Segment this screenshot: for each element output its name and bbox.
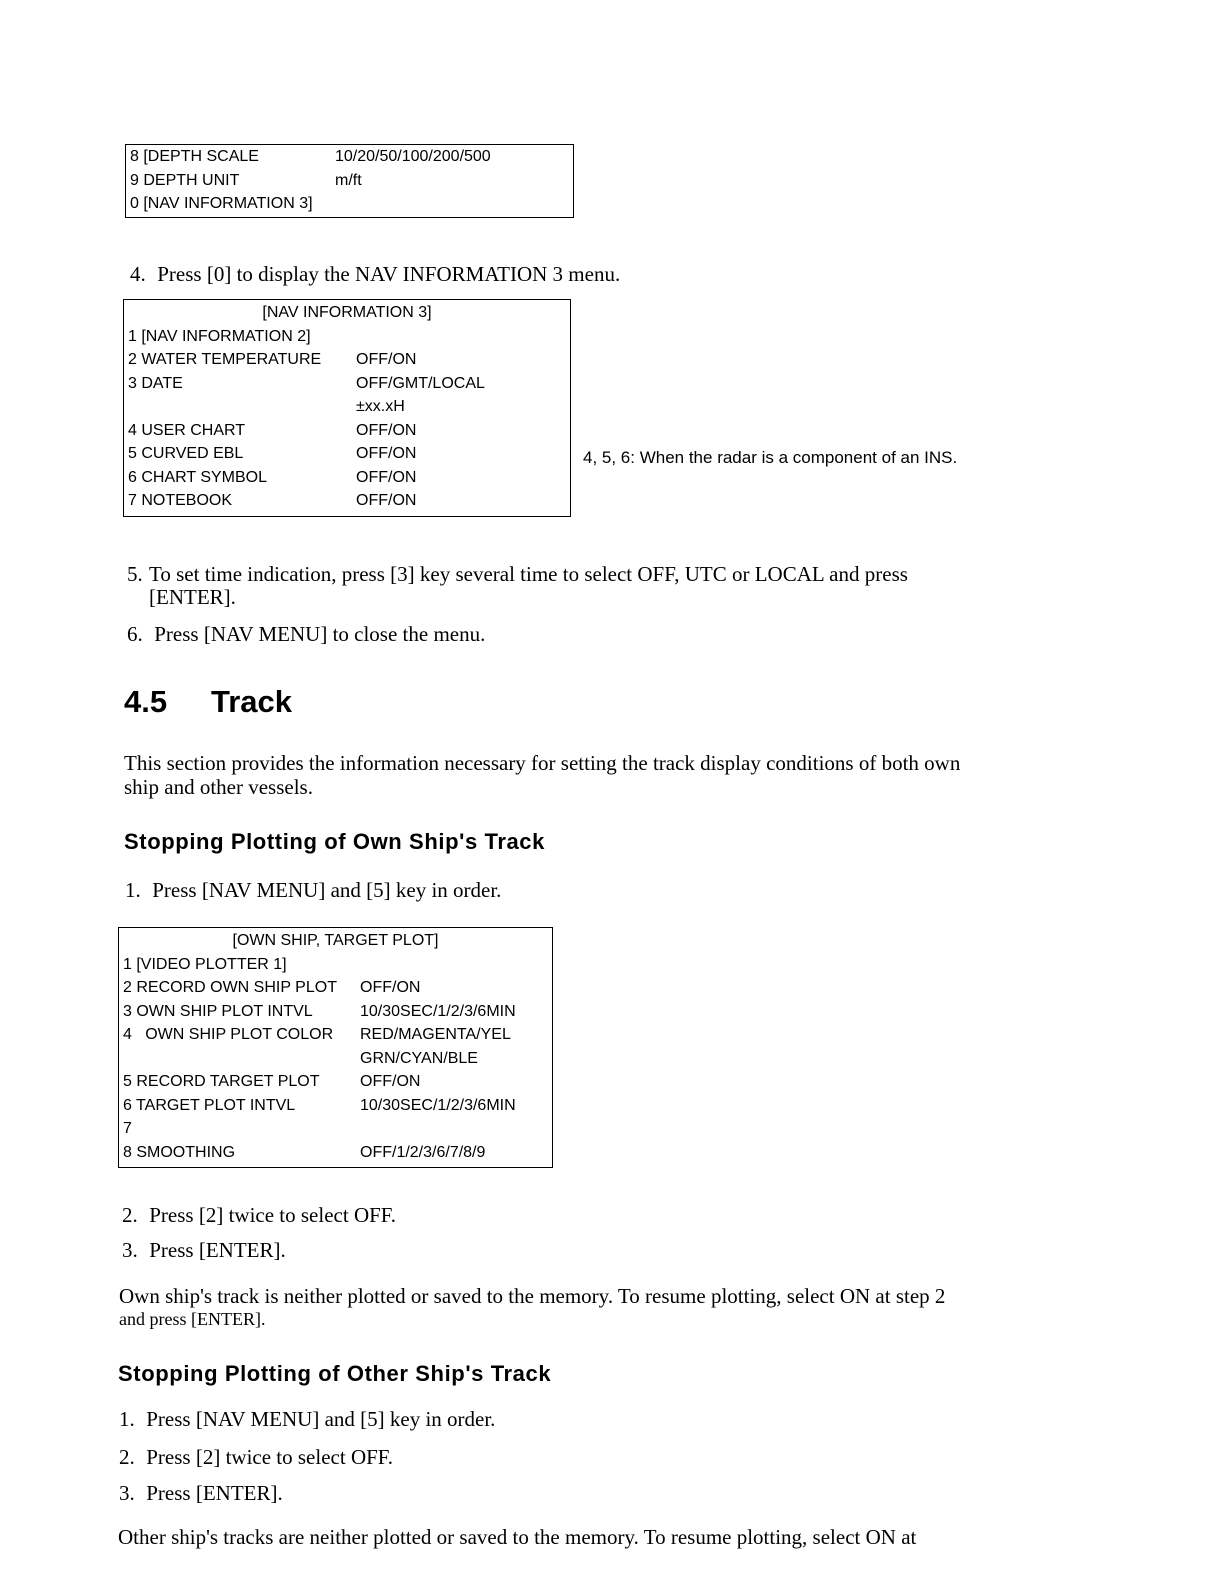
step-number: 1. xyxy=(125,878,141,902)
other-track-step-3 xyxy=(119,1481,283,1506)
menu-row xyxy=(119,1117,552,1141)
menu-row-label: 8 [DEPTH SCALE xyxy=(130,148,259,165)
own-ship-target-plot-menu-box xyxy=(118,927,553,1168)
menu-row xyxy=(124,372,570,396)
menu-row-label: 5 RECORD TARGET PLOT xyxy=(123,1073,320,1090)
other-track-heading: Stopping Plotting of Other Ship's Track xyxy=(118,1361,552,1386)
step-text-line-1: To set time indication, press [3] key several time to select OFF, UTC or LOCAL and press xyxy=(149,562,908,586)
step-text: Press [ENTER]. xyxy=(146,1481,283,1505)
own-track-step-3 xyxy=(122,1238,286,1263)
menu-row-value: 10/20/50/100/200/500 xyxy=(335,148,491,165)
other-track-step-2 xyxy=(119,1445,393,1470)
menu-row-value: GRN/CYAN/BLE xyxy=(360,1049,478,1067)
menu-row-nav-info-3 xyxy=(126,192,573,216)
menu-row-value: ±xx.xH xyxy=(356,398,405,415)
menu-row xyxy=(119,1094,552,1118)
step-number: 2. xyxy=(119,1445,135,1469)
menu-row-label: 6 TARGET PLOT INTVL xyxy=(123,1096,296,1114)
depth-menu-box xyxy=(125,144,574,218)
step-number: 1. xyxy=(119,1407,135,1431)
section-number: 4.5 xyxy=(124,684,168,719)
menu-row xyxy=(124,489,570,513)
menu-row xyxy=(119,976,552,1000)
menu-row-value: OFF/ON xyxy=(356,351,417,368)
menu-row-value: OFF/ON xyxy=(356,468,417,486)
menu-row-label: 2 RECORD OWN SHIP PLOT xyxy=(123,979,337,996)
menu-title: [OWN SHIP, TARGET PLOT] xyxy=(232,932,439,949)
intro-line-1: This section provides the information necessary for setting the track display conditions of both own xyxy=(124,751,961,775)
menu-row-label: 7 NOTEBOOK xyxy=(128,492,233,509)
step-number: 2. xyxy=(122,1203,138,1227)
menu-row-label: 1 [VIDEO PLOTTER 1] xyxy=(123,955,287,973)
menu-row xyxy=(124,395,570,419)
step-number: 3. xyxy=(122,1238,138,1262)
menu-row xyxy=(124,348,570,372)
other-track-step-1 xyxy=(119,1407,495,1432)
own-track-step-1 xyxy=(125,878,501,903)
step-number: 5. xyxy=(127,562,143,586)
step-6 xyxy=(127,622,485,647)
ins-note: 4, 5, 6: When the radar is a component of an INS. xyxy=(583,448,958,467)
menu-row xyxy=(124,466,570,490)
menu-row xyxy=(124,325,570,349)
step-number: 6. xyxy=(127,622,143,646)
step-number: 4. xyxy=(130,262,146,286)
own-track-step-2 xyxy=(122,1203,396,1228)
menu-row-value: OFF/ON xyxy=(356,492,417,509)
step-text: Press [0] to display the NAV INFORMATION 3 menu. xyxy=(157,262,621,286)
paragraph-line-1: Other ship's tracks are neither plotted or saved to the memory. To resume plotting, select ON at xyxy=(118,1525,917,1549)
step-text-line-2: [ENTER]. xyxy=(149,585,236,609)
menu-row-label: 5 CURVED EBL xyxy=(128,445,244,462)
step-5 xyxy=(127,563,908,609)
menu-row-value: m/ft xyxy=(335,171,362,189)
step-number: 3. xyxy=(119,1481,135,1505)
section-heading xyxy=(124,684,292,720)
menu-row xyxy=(119,1070,552,1094)
menu-row xyxy=(119,953,552,977)
menu-row-value: RED/MAGENTA/YEL xyxy=(360,1026,511,1043)
menu-row-value: 10/30SEC/1/2/3/6MIN xyxy=(360,1096,516,1114)
menu-row-label: 8 SMOOTHING xyxy=(123,1143,236,1161)
own-track-paragraph xyxy=(119,1285,945,1331)
step-text: Press [NAV MENU] to close the menu. xyxy=(154,622,486,646)
menu-row-label: 3 DATE xyxy=(128,374,183,392)
step-text: Press [2] twice to select OFF. xyxy=(149,1203,397,1227)
menu-title: [NAV INFORMATION 3] xyxy=(262,304,432,321)
menu-row-value: OFF/ON xyxy=(356,421,417,439)
menu-row-label: 6 CHART SYMBOL xyxy=(128,468,268,486)
menu-row-depth-scale xyxy=(126,145,573,169)
step-text: Press [NAV MENU] and [5] key in order. xyxy=(146,1407,496,1431)
own-track-heading: Stopping Plotting of Own Ship's Track xyxy=(124,829,545,854)
menu-row-value: OFF/ON xyxy=(360,979,421,996)
menu-row-label: 2 WATER TEMPERATURE xyxy=(128,351,322,368)
menu-row-label: 9 DEPTH UNIT xyxy=(130,171,240,189)
intro-line-2: ship and other vessels. xyxy=(124,775,313,799)
nav-information-3-menu-box xyxy=(123,299,571,517)
menu-row-value: OFF/1/2/3/6/7/8/9 xyxy=(360,1143,486,1161)
menu-row xyxy=(119,1047,552,1071)
section-intro xyxy=(124,751,960,799)
step-text: Press [2] twice to select OFF. xyxy=(146,1445,394,1469)
menu-row xyxy=(124,442,570,466)
menu-row-value: OFF/ON xyxy=(360,1073,421,1090)
menu-row-label: 7 xyxy=(123,1120,132,1137)
menu-row-label: 0 [NAV INFORMATION 3] xyxy=(130,195,313,212)
menu-row-value: OFF/GMT/LOCAL xyxy=(356,374,485,392)
menu-row xyxy=(119,1000,552,1024)
menu-row-depth-unit xyxy=(126,169,573,193)
paragraph-line-2: and press [ENTER]. xyxy=(119,1309,266,1329)
menu-row-value: 10/30SEC/1/2/3/6MIN xyxy=(360,1002,516,1020)
paragraph-line-1: Own ship's track is neither plotted or saved to the memory. To resume plotting, select ON at step 2 xyxy=(119,1284,946,1308)
menu-row xyxy=(119,1023,552,1047)
section-title: Track xyxy=(211,684,293,719)
step-4 xyxy=(130,262,620,287)
menu-row-label: 4 USER CHART xyxy=(128,421,246,439)
menu-row xyxy=(119,1141,552,1165)
step-text: Press [ENTER]. xyxy=(149,1238,286,1262)
step-text: Press [NAV MENU] and [5] key in order. xyxy=(152,878,502,902)
menu-row-value: OFF/ON xyxy=(356,445,417,462)
menu-row-label: 3 OWN SHIP PLOT INTVL xyxy=(123,1002,313,1020)
menu-row-label: 4 OWN SHIP PLOT COLOR xyxy=(123,1026,334,1043)
other-track-paragraph xyxy=(118,1525,916,1549)
menu-row-label: 1 [NAV INFORMATION 2] xyxy=(128,327,311,345)
menu-row xyxy=(124,419,570,443)
